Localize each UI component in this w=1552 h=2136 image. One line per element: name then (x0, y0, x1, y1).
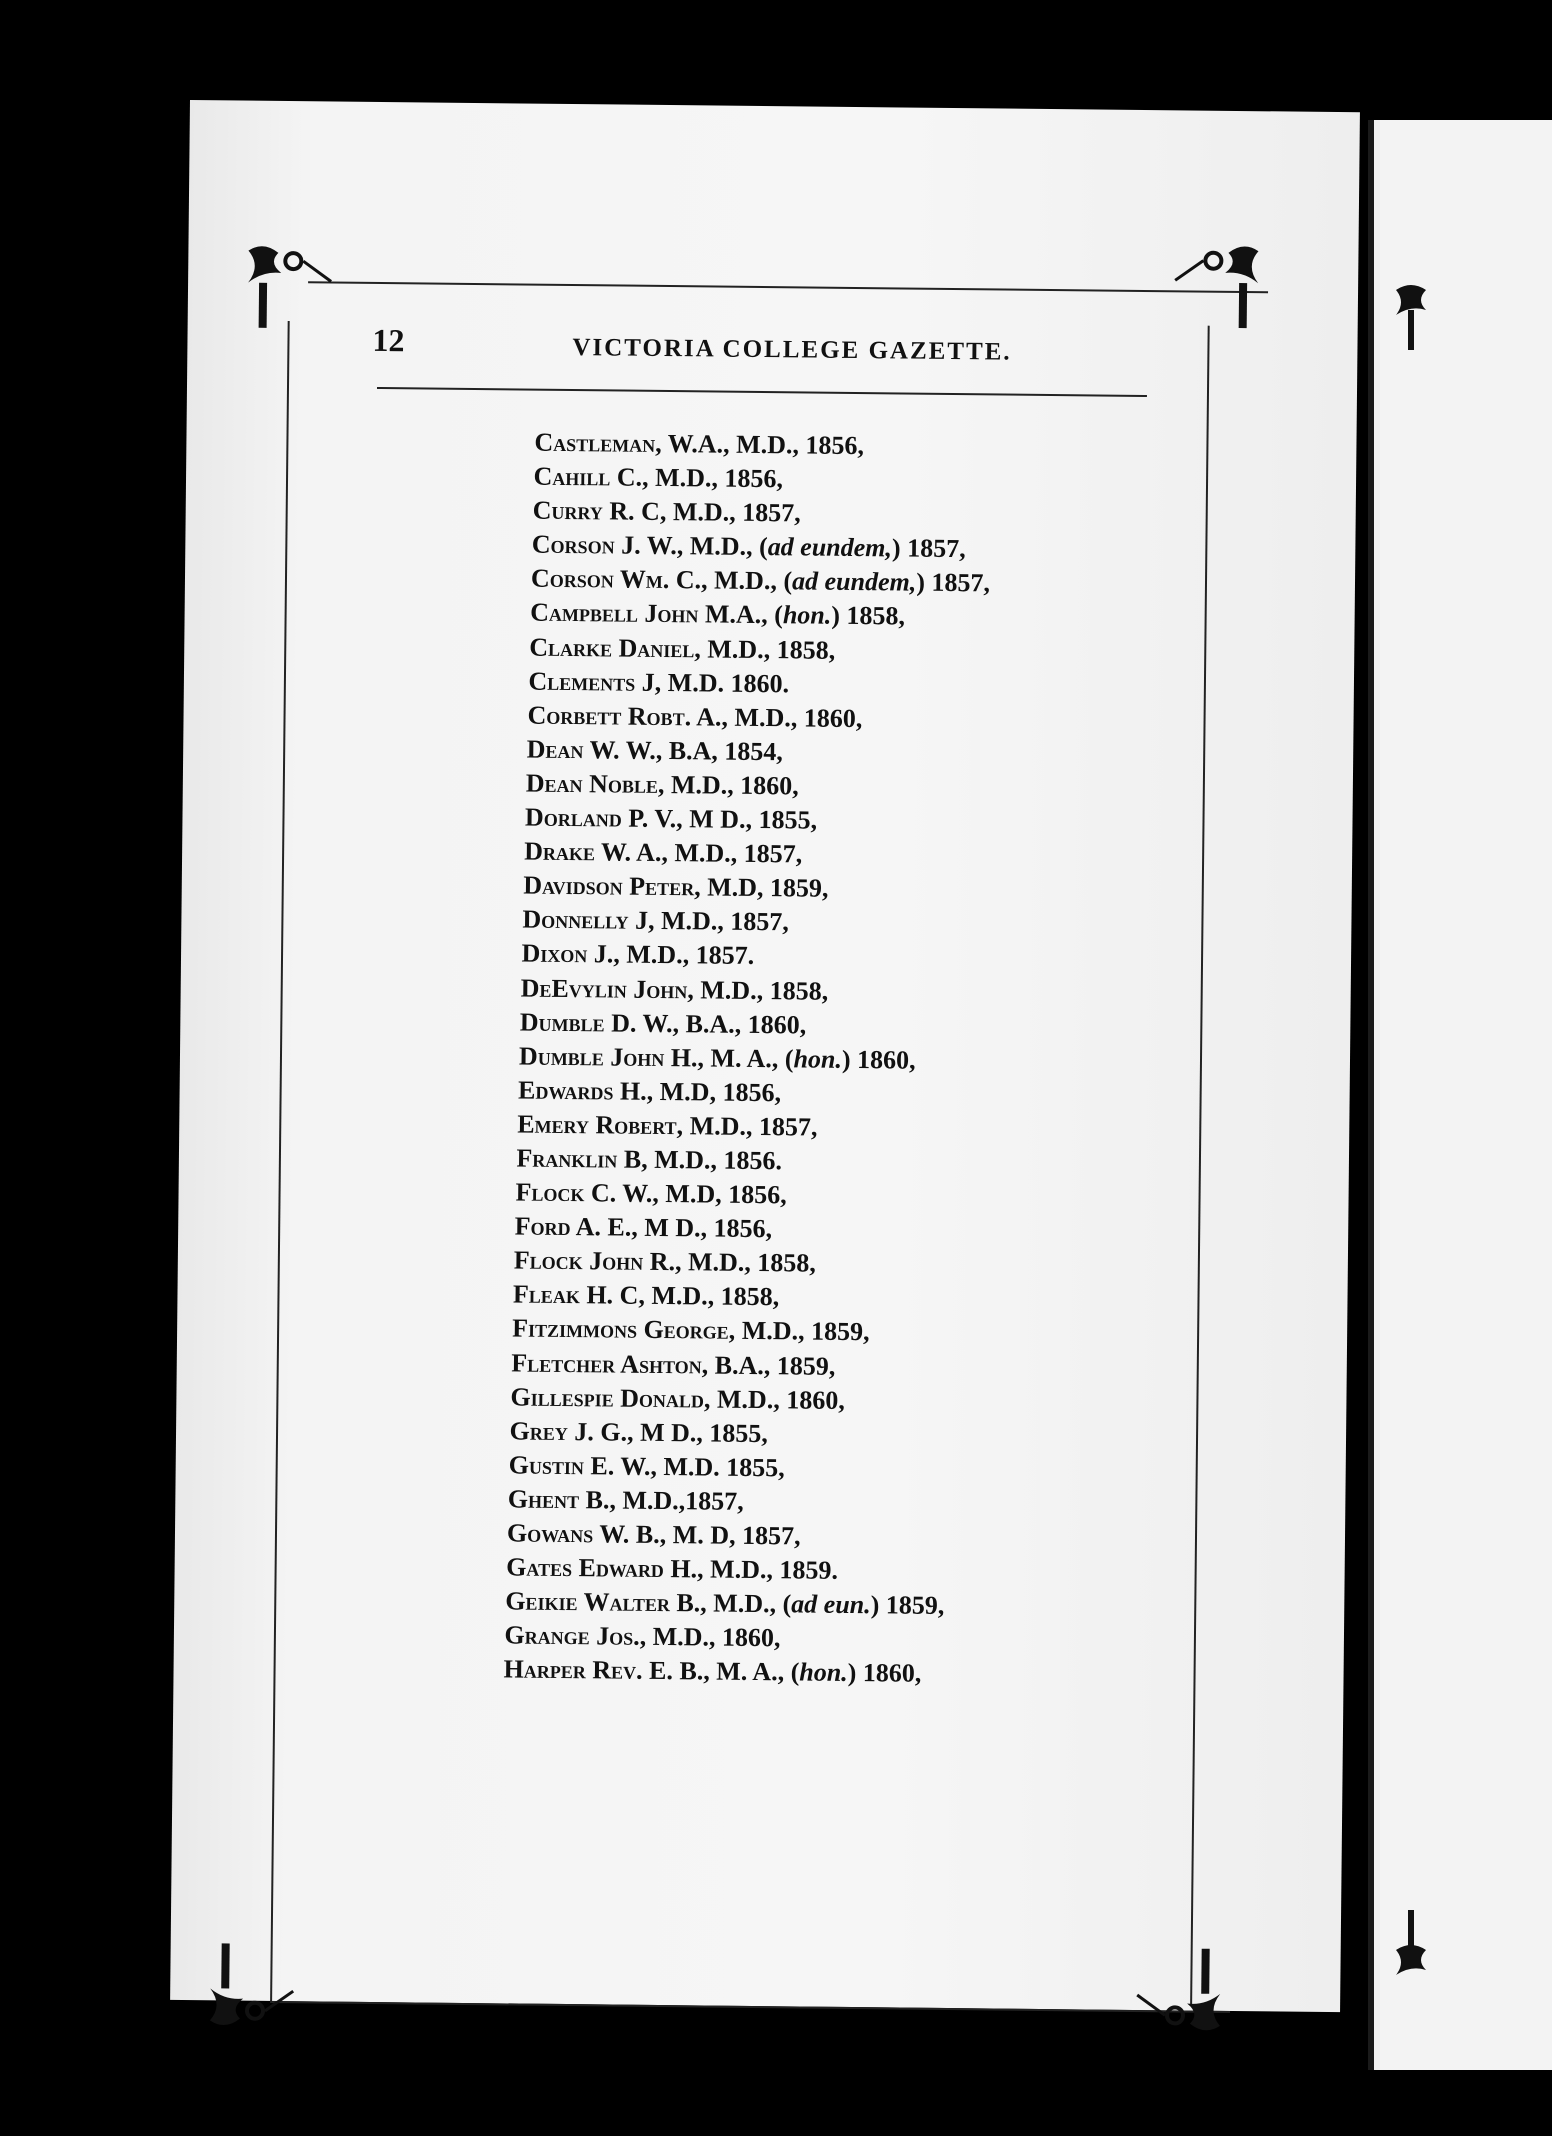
graduate-name: Dumble (519, 1007, 605, 1037)
graduate-name: Gustin (508, 1450, 585, 1481)
graduate-degree: C. W., M.D, 1856, (584, 1178, 787, 1210)
graduate-degree: J, M.D. 1860. (635, 667, 790, 698)
graduate-name: Dorland (524, 802, 622, 833)
list-item (511, 1346, 1107, 1386)
graduate-name: Davidson Peter, (523, 870, 701, 902)
list-item (521, 971, 1111, 1011)
graduate-degree: H., M.D., 1859. (663, 1554, 839, 1585)
graduate-degree: C., M.D., 1856, (610, 462, 784, 494)
graduate-name: Gowans (506, 1518, 594, 1549)
degree-note: hon. (782, 600, 832, 631)
list-item (510, 1380, 1106, 1420)
graduate-degree: M.A., ( (698, 599, 784, 630)
corner-ornament-icon (205, 1940, 296, 2031)
graduate-degree: R., M.D., 1858, (643, 1247, 816, 1278)
graduate-name: Clements (528, 666, 636, 697)
graduate-degree: M.D., 1857, (683, 1111, 818, 1142)
corner-ornament-icon (243, 241, 334, 332)
page-number: 12 (372, 321, 405, 359)
graduate-degree: M.D., 1860, (664, 769, 799, 801)
graduate-name: Castleman, (534, 427, 662, 458)
graduate-name: Corson Wm. (530, 563, 670, 595)
frame-left-rule (270, 321, 290, 2001)
graduate-name: Dean (526, 734, 584, 764)
graduate-name: Franklin (516, 1143, 618, 1174)
graduate-degree: B., M.D.,1857, (578, 1485, 744, 1516)
graduate-name: Ghent (507, 1484, 580, 1515)
graduate-name: DeEvylin John, (520, 973, 695, 1004)
graduate-degree: A. E., M D., 1856, (570, 1212, 773, 1244)
graduate-degree: P. V., M D., 1855, (621, 803, 818, 835)
graduate-name: Campbell John (529, 598, 699, 629)
graduate-name: Fitzimmons George, (512, 1313, 736, 1346)
graduate-name: Dumble John (518, 1041, 665, 1072)
graduate-degree: C., M.D., ( (669, 565, 793, 596)
corner-ornament-icon (1386, 280, 1436, 350)
graduate-name: Fletcher Ashton, (511, 1347, 709, 1380)
graduate-degree: B., M.D., ( (669, 1588, 792, 1619)
graduate-degree: B, M.D., 1856. (617, 1144, 783, 1176)
graduate-degree: W. W., B.A, 1854, (583, 735, 784, 767)
frame-top-rule (308, 281, 1268, 293)
graduate-name: Dean Noble, (525, 768, 665, 799)
degree-note: ad eundem, (767, 532, 893, 563)
graduate-name: Fleak (512, 1279, 581, 1310)
graduate-name: Grange Jos., (504, 1620, 647, 1652)
graduate-name: Corson (531, 529, 615, 560)
list-item (503, 1653, 1103, 1693)
graduate-name: Curry (532, 495, 604, 526)
degree-note: ad eundem, (791, 566, 917, 598)
degree-note: ad eun. (791, 1589, 871, 1620)
graduate-name: Cahill (533, 461, 611, 492)
graduate-name: Geikie Walter (505, 1586, 671, 1618)
graduate-name: Drake (524, 836, 596, 867)
list-item (528, 664, 1114, 704)
graduate-degree: M.D., 1858, (700, 633, 836, 665)
graduate-name: Flock (515, 1177, 585, 1208)
graduate-name: Emery Robert, (517, 1109, 684, 1141)
graduate-name: Edwards (518, 1075, 614, 1106)
graduate-degree: M.D., 1860, (646, 1622, 781, 1653)
graduate-degree: J. W., M.D., ( (614, 530, 768, 562)
graduate-degree: W.A., M.D., 1856, (661, 428, 865, 461)
graduate-name: Ford (514, 1211, 571, 1242)
graduate-name: Donnelly (522, 904, 629, 935)
graduate-degree: W. B., M. D, 1857, (593, 1519, 801, 1551)
graduate-degree: J., M.D., 1857. (587, 939, 755, 971)
header-rule (377, 387, 1147, 397)
graduate-degree: A., M.D., 1860, (691, 702, 863, 733)
degree-year: ) 1860, (847, 1658, 922, 1689)
graduate-degree: J. G., M D., 1855, (567, 1416, 769, 1448)
frame-right-rule (1190, 326, 1210, 2006)
book-page (170, 100, 1360, 2012)
graduate-degree: M.D., 1860, (710, 1384, 845, 1415)
frame-bottom-rule (270, 2001, 1230, 2013)
graduate-degree: H., M. A., ( (664, 1042, 794, 1074)
facing-page (1368, 120, 1552, 2070)
graduate-name: Dixon (521, 938, 588, 969)
graduate-name: Flock John (513, 1245, 644, 1277)
list-item (529, 630, 1114, 670)
graduate-name: Corbett Robt. (527, 700, 692, 732)
list-item (512, 1312, 1107, 1352)
graduate-name: Gates Edward (506, 1552, 665, 1584)
graduate-degree: M.D., 1859, (735, 1316, 870, 1347)
degree-note: hon. (793, 1044, 843, 1074)
graduate-degree: E. W., M.D. 1855, (583, 1451, 785, 1483)
graduate-degree: W. A., M.D., 1857, (594, 837, 803, 869)
graduate-name: Grey (509, 1416, 568, 1446)
graduate-name: Harper Rev. (503, 1654, 643, 1686)
degree-year: ) 1860, (841, 1044, 916, 1075)
graduate-degree: B.A., 1859, (708, 1350, 836, 1381)
degree-year: ) 1859, (870, 1590, 945, 1621)
graduate-degree: R. C, M.D., 1857, (602, 496, 801, 528)
degree-note: hon. (799, 1657, 848, 1688)
list-item (521, 937, 1111, 977)
graduate-degree: H. C, M.D., 1858, (579, 1280, 780, 1312)
graduate-name: Clarke Daniel, (529, 632, 702, 663)
graduate-degree: E. B., M. A., ( (642, 1656, 800, 1687)
graduate-list (503, 425, 1116, 1693)
graduate-degree: M.D, 1859, (700, 872, 829, 903)
list-item (520, 1005, 1111, 1045)
degree-year: ) 1857, (916, 568, 991, 598)
graduate-degree: H., M.D, 1856, (613, 1076, 782, 1108)
corner-ornament-icon (1135, 1945, 1226, 2036)
corner-ornament-icon (1173, 240, 1264, 331)
graduate-degree: D. W., B.A., 1860, (604, 1007, 807, 1040)
graduate-degree: J, M.D., 1857, (628, 905, 790, 937)
degree-year: ) 1858, (831, 601, 906, 631)
corner-ornament-icon (1386, 1910, 1436, 1980)
running-head: VICTORIA COLLEGE GAZETTE. (572, 334, 1012, 366)
list-item (530, 596, 1115, 636)
graduate-name: Gillespie Donald, (510, 1382, 711, 1414)
graduate-degree: M.D., 1858, (693, 974, 829, 1006)
degree-year: ) 1857, (891, 533, 966, 564)
